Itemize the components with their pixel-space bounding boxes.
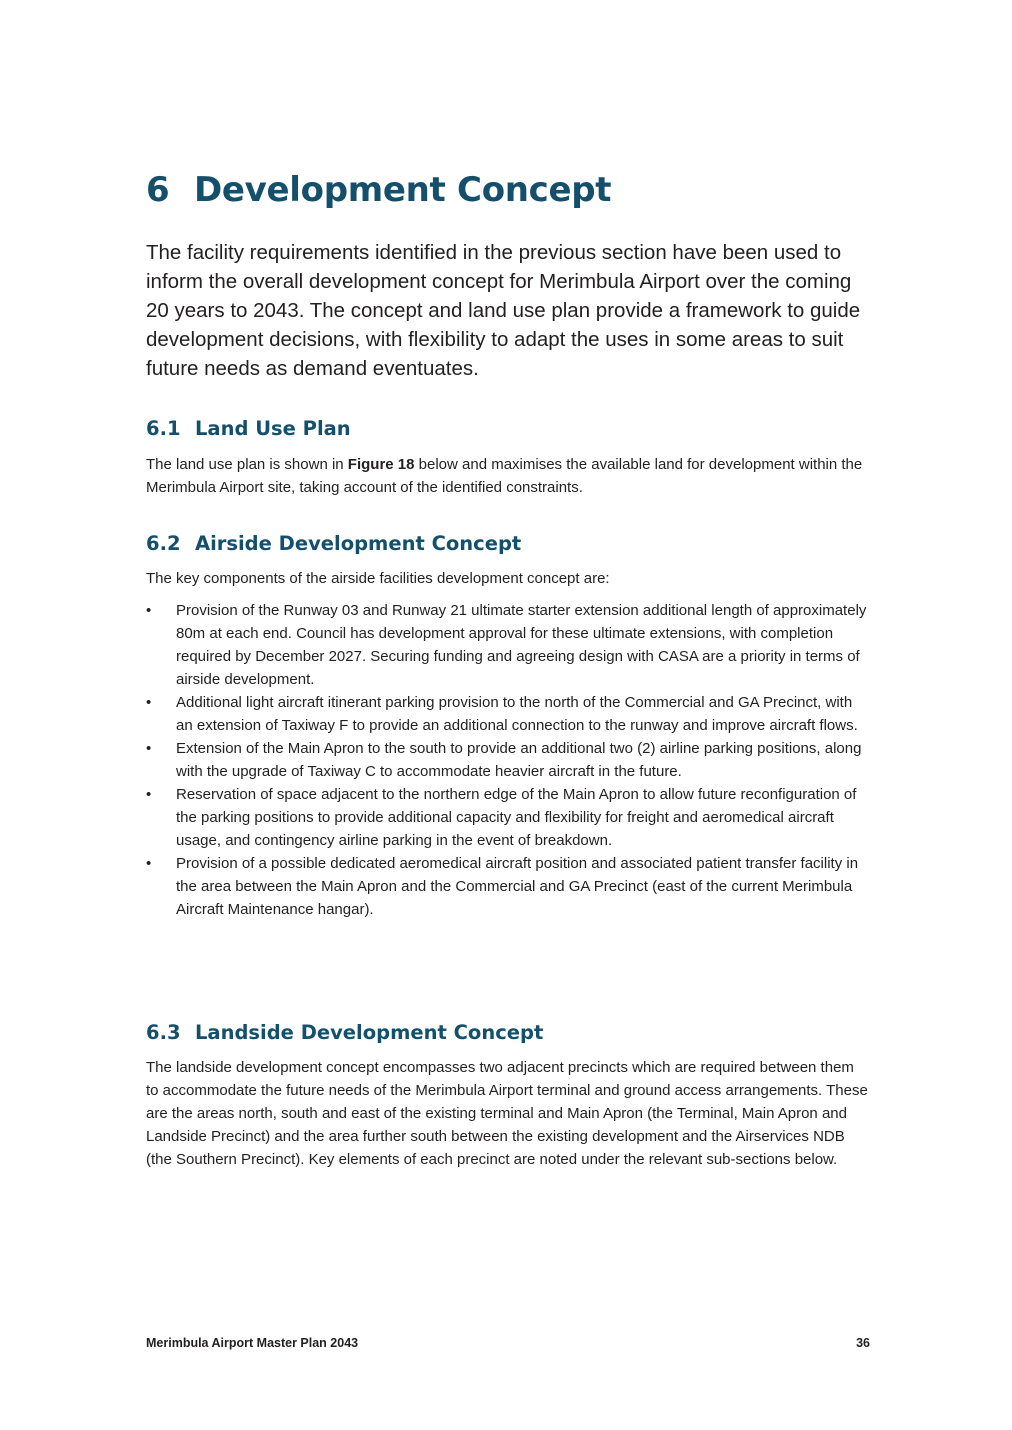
section-title: Airside Development Concept [195,532,522,555]
list-item-text: Provision of the Runway 03 and Runway 21 ultimate starter extension additional length of approximately 80m at each end. Council has development approval for these ultimate extensions, with completion required by December 2027. Securing funding and agreeing design with CASA are a priority in terms of airside development. [176,602,867,688]
list-item-text: Extension of the Main Apron to the south to provide an additional two (2) airline parking positions, along with the upgrade of Taxiway C to accommodate heavier aircraft in the future. [176,740,862,780]
list-item-text: Provision of a possible dedicated aeromedical aircraft position and associated patient transfer facility in the area between the Main Apron and the Commercial and GA Precinct (east of the current Merimbula Aircraft Maintenance hangar). [176,855,859,918]
section-number: 6.1 [146,417,181,440]
bullet-icon: • [146,786,152,803]
list-item [146,783,870,852]
page-number: 36 [856,1336,870,1350]
paragraph-text: The land use plan is shown in [146,456,348,473]
list-item [146,599,870,691]
intro-paragraph: The facility requirements identified in the previous section have been used to inform the overall development concept for Merimbula Airport over the coming 20 years to 2043. The concept and land use plan provide a framework to guide development decisions, with flexibility to adapt the uses in some areas to suit future needs as demand eventuates. [146,241,861,380]
section-heading [146,417,870,440]
chapter-title: Development Concept [194,170,612,210]
section-land-use-plan [146,417,870,499]
bullet-icon: • [146,694,152,711]
list-item [146,691,870,737]
section-heading [146,532,870,555]
paragraph-text: below and maximises the available land for development within the Merimbula Airport site, taking account of the identified constraints. [146,456,863,496]
section-airside-development [146,532,870,921]
list-item [146,852,870,921]
chapter-heading [146,170,611,210]
list-item [146,737,870,783]
chapter-number: 6 [146,170,170,210]
bullet-icon: • [146,855,152,872]
section-title: Landside Development Concept [195,1021,544,1044]
bullet-icon: • [146,602,152,619]
bullet-list [146,599,870,921]
section-heading [146,1021,870,1044]
figure-reference: Figure 18 [347,456,415,473]
bullet-icon: • [146,740,152,757]
list-item-text: Reservation of space adjacent to the northern edge of the Main Apron to allow future reconfiguration of the parking positions to provide additional capacity and flexibility for freight and aeromedical aircraft usage, and contingency airline parking in the event of breakdown. [176,786,857,849]
list-item-text: Additional light aircraft itinerant parking provision to the north of the Commercial and GA Precinct, with an extension of Taxiway F to provide an additional connection to the runway and improve aircraft flows. [176,694,858,734]
section-paragraph [146,453,870,499]
section-number: 6.2 [146,532,181,555]
section-number: 6.3 [146,1021,181,1044]
section-paragraph: The landside development concept encompasses two adjacent precincts which are required between them to accommodate the future needs of the Merimbula Airport terminal and ground access arrangements. These are the areas north, south and east of the existing terminal and Main Apron (the Terminal, Main Apron and Landside Precinct) and the area further south between the existing development and the Airservices NDB (the Southern Precinct). Key elements of each precinct are noted under the relevant sub-sections below. [146,1059,868,1168]
section-landside-development [146,1021,870,1171]
section-title: Land Use Plan [195,417,351,440]
footer-document-title: Merimbula Airport Master Plan 2043 [146,1336,359,1350]
section-paragraph: The key components of the airside facilities development concept are: [146,570,610,587]
